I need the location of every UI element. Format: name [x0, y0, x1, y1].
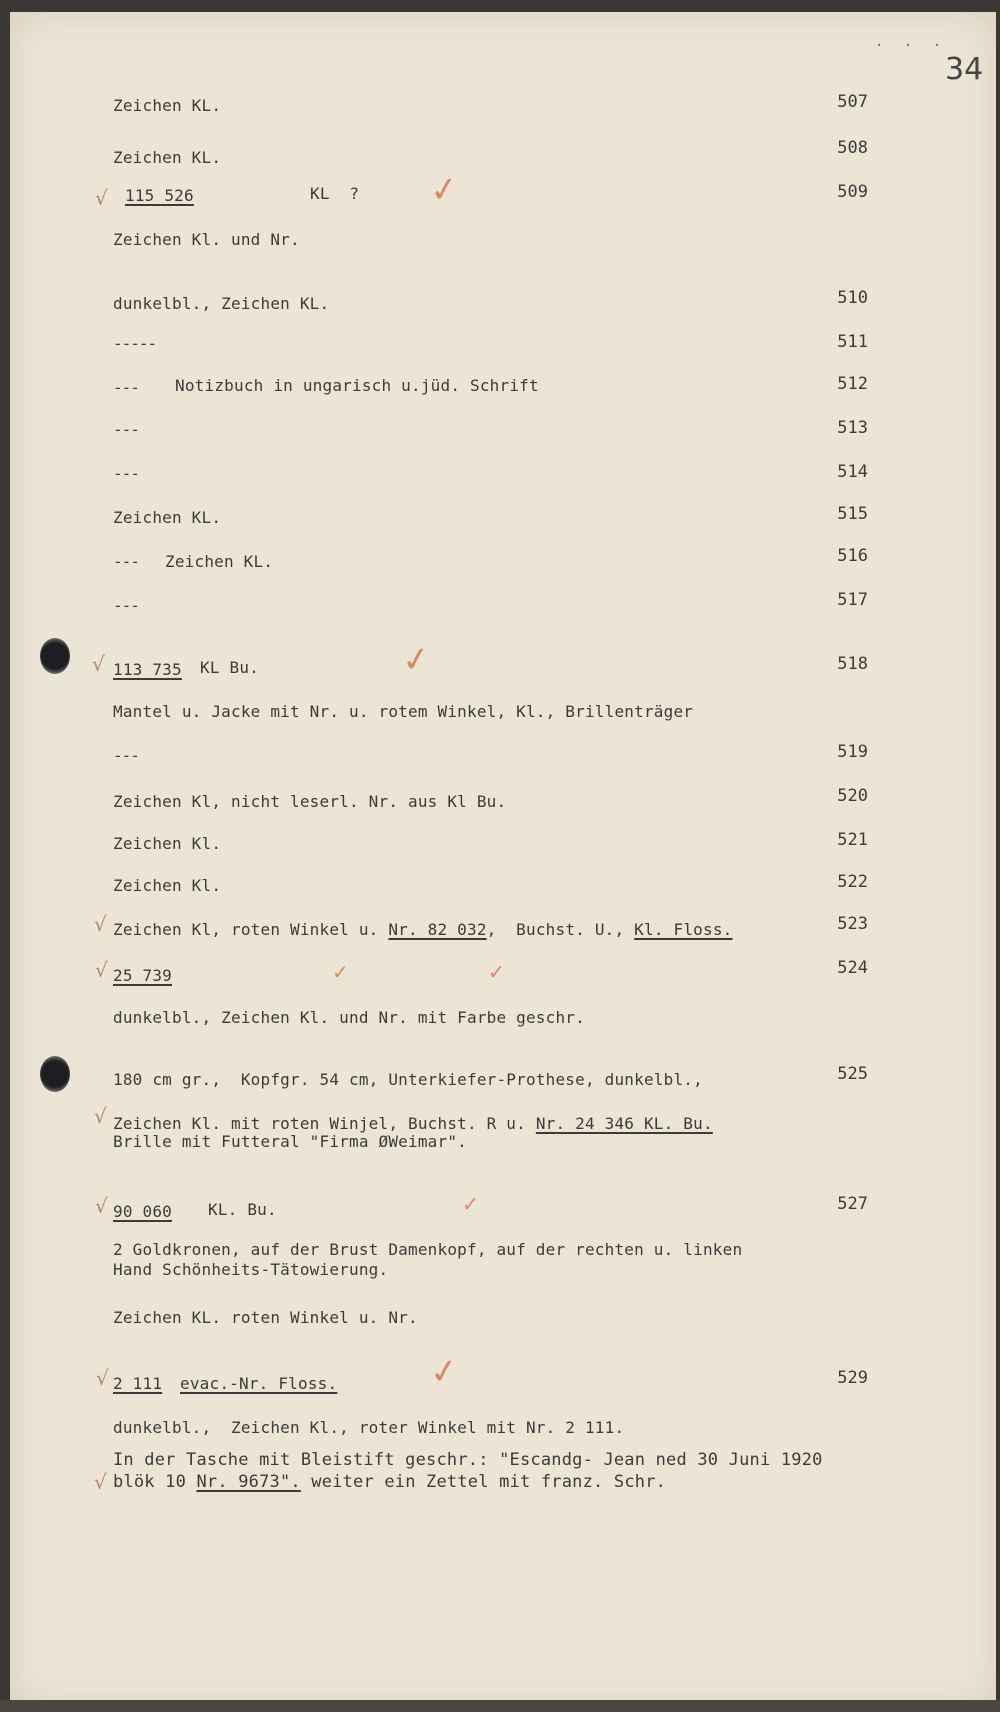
entry-516-text: Zeichen KL.	[165, 552, 274, 571]
entry-529-note-nr: Nr. 9673".	[196, 1472, 301, 1492]
entry-525-detail-lead: Zeichen Kl. mit roten Winjel, Buchst. R u.	[113, 1114, 536, 1133]
entry-514-text: ---	[113, 464, 139, 483]
entry-519-text: ---	[113, 746, 139, 765]
entry-525-detail	[113, 1114, 713, 1134]
entry-527-detail: 2 Goldkronen, auf der Brust Damenkopf, auf der rechten u. linken	[113, 1240, 743, 1259]
faint-dots: . . .	[875, 34, 948, 50]
entry-508-text: Zeichen KL.	[113, 148, 222, 167]
entry-507-text: Zeichen KL.	[113, 96, 222, 115]
entry-522-text: Zeichen Kl.	[113, 876, 222, 895]
entry-511-number: 511	[837, 332, 868, 352]
entry-511-text: -----	[113, 334, 157, 353]
entry-516-prefix: ---	[113, 552, 139, 571]
entry-523-floss: Kl. Floss.	[634, 920, 733, 939]
tick-mark: √	[95, 186, 108, 210]
entry-508-number: 508	[837, 138, 868, 158]
tick-mark: √	[95, 1194, 108, 1218]
tick-mark: √	[92, 652, 105, 676]
tick-mark: √	[94, 912, 107, 936]
entry-521-text: Zeichen Kl.	[113, 834, 222, 853]
tick-mark: √	[94, 1104, 107, 1128]
entry-529-detail: dunkelbl., Zeichen Kl., roter Winkel mit Nr. 2 111.	[113, 1418, 625, 1437]
entry-527-detail-line2: Hand Schönheits-Tätowierung.	[113, 1260, 389, 1279]
entry-509-code: 115 526	[125, 186, 194, 205]
entry-523-lead: Zeichen Kl, roten Winkel u.	[113, 920, 389, 939]
entry-528-text: Zeichen KL. roten Winkel u. Nr.	[113, 1308, 418, 1327]
entry-514-number: 514	[837, 462, 868, 482]
entry-513-number: 513	[837, 418, 868, 438]
entry-517-text: ---	[113, 596, 139, 615]
entry-518-text: KL Bu.	[200, 658, 259, 677]
entry-529-code: 2 111	[113, 1374, 163, 1393]
entry-522-number: 522	[837, 872, 868, 892]
entry-509-number: 509	[837, 182, 868, 202]
entry-519-number: 519	[837, 742, 868, 762]
entry-529-number: 529	[837, 1368, 868, 1388]
entry-525-text: 180 cm gr., Kopfgr. 54 cm, Unterkiefer-Prothese, dunkelbl.,	[113, 1070, 703, 1089]
entry-529-note-lead: blök 10	[113, 1472, 197, 1492]
check-mark: ✓	[462, 1192, 479, 1216]
entry-516-number: 516	[837, 546, 868, 566]
punch-hole-top	[40, 638, 70, 674]
entry-523-text	[113, 920, 732, 940]
entry-517-number: 517	[837, 590, 868, 610]
entry-513-text: ---	[113, 420, 139, 439]
tick-mark: √	[94, 1470, 107, 1494]
entry-529-note-tail: weiter ein Zettel mit franz. Schr.	[300, 1472, 667, 1492]
entry-523-number: 523	[837, 914, 868, 934]
entry-509-text: KL ?	[310, 184, 360, 203]
entry-512-number: 512	[837, 374, 868, 394]
punch-hole-bottom	[40, 1056, 70, 1092]
check-mark: ✓	[427, 168, 462, 212]
entry-510-text: dunkelbl., Zeichen KL.	[113, 294, 330, 313]
entry-524-detail: dunkelbl., Zeichen Kl. und Nr. mit Farbe geschr.	[113, 1008, 585, 1027]
entry-521-number: 521	[837, 830, 868, 850]
entry-527-text: KL. Bu.	[208, 1200, 277, 1219]
entry-507-number: 507	[837, 92, 868, 112]
entry-518-detail: Mantel u. Jacke mit Nr. u. rotem Winkel, Kl., Brillenträger	[113, 702, 694, 721]
entry-520-number: 520	[837, 786, 868, 806]
check-mark: ✓	[399, 638, 434, 682]
entry-525-number: 525	[837, 1064, 868, 1084]
entry-527-number: 527	[837, 1194, 868, 1214]
entry-523-nr: Nr. 82 032	[388, 920, 487, 939]
entry-518-code: 113 735	[113, 660, 182, 679]
check-mark: ✓	[488, 960, 505, 984]
scan-edge	[0, 1700, 1000, 1712]
entry-524-code: 25 739	[113, 966, 172, 985]
entry-527-code: 90 060	[113, 1202, 172, 1221]
check-mark: ✓	[332, 960, 349, 984]
entry-510-number: 510	[837, 288, 868, 308]
entry-520-text: Zeichen Kl, nicht leserl. Nr. aus Kl Bu.	[113, 792, 507, 811]
entry-524-number: 524	[837, 958, 868, 978]
entry-518-number: 518	[837, 654, 868, 674]
entry-515-number: 515	[837, 504, 868, 524]
entry-512-text: Notizbuch in ungarisch u.jüd. Schrift	[175, 376, 539, 395]
entry-529-note: In der Tasche mit Bleistift geschr.: "Escandg- Jean ned 30 Juni 1920	[113, 1450, 823, 1470]
entry-509-detail: Zeichen Kl. und Nr.	[113, 230, 300, 249]
tick-mark: √	[96, 1366, 109, 1390]
entry-525-detail-line2: Brille mit Futteral "Firma ØWeimar".	[113, 1132, 467, 1151]
entry-525-detail-nr: Nr. 24 346 KL. Bu.	[535, 1114, 713, 1133]
page-number: 34	[945, 52, 984, 87]
entry-523-mid: , Buchst. U.,	[486, 920, 635, 939]
entry-512-prefix: ---	[113, 378, 139, 397]
entry-515-text: Zeichen KL.	[113, 508, 222, 527]
entry-529-text: evac.-Nr. Floss.	[180, 1374, 338, 1393]
entry-529-note-line2	[113, 1472, 666, 1492]
check-mark: ✓	[427, 1350, 462, 1394]
tick-mark: √	[95, 958, 108, 982]
